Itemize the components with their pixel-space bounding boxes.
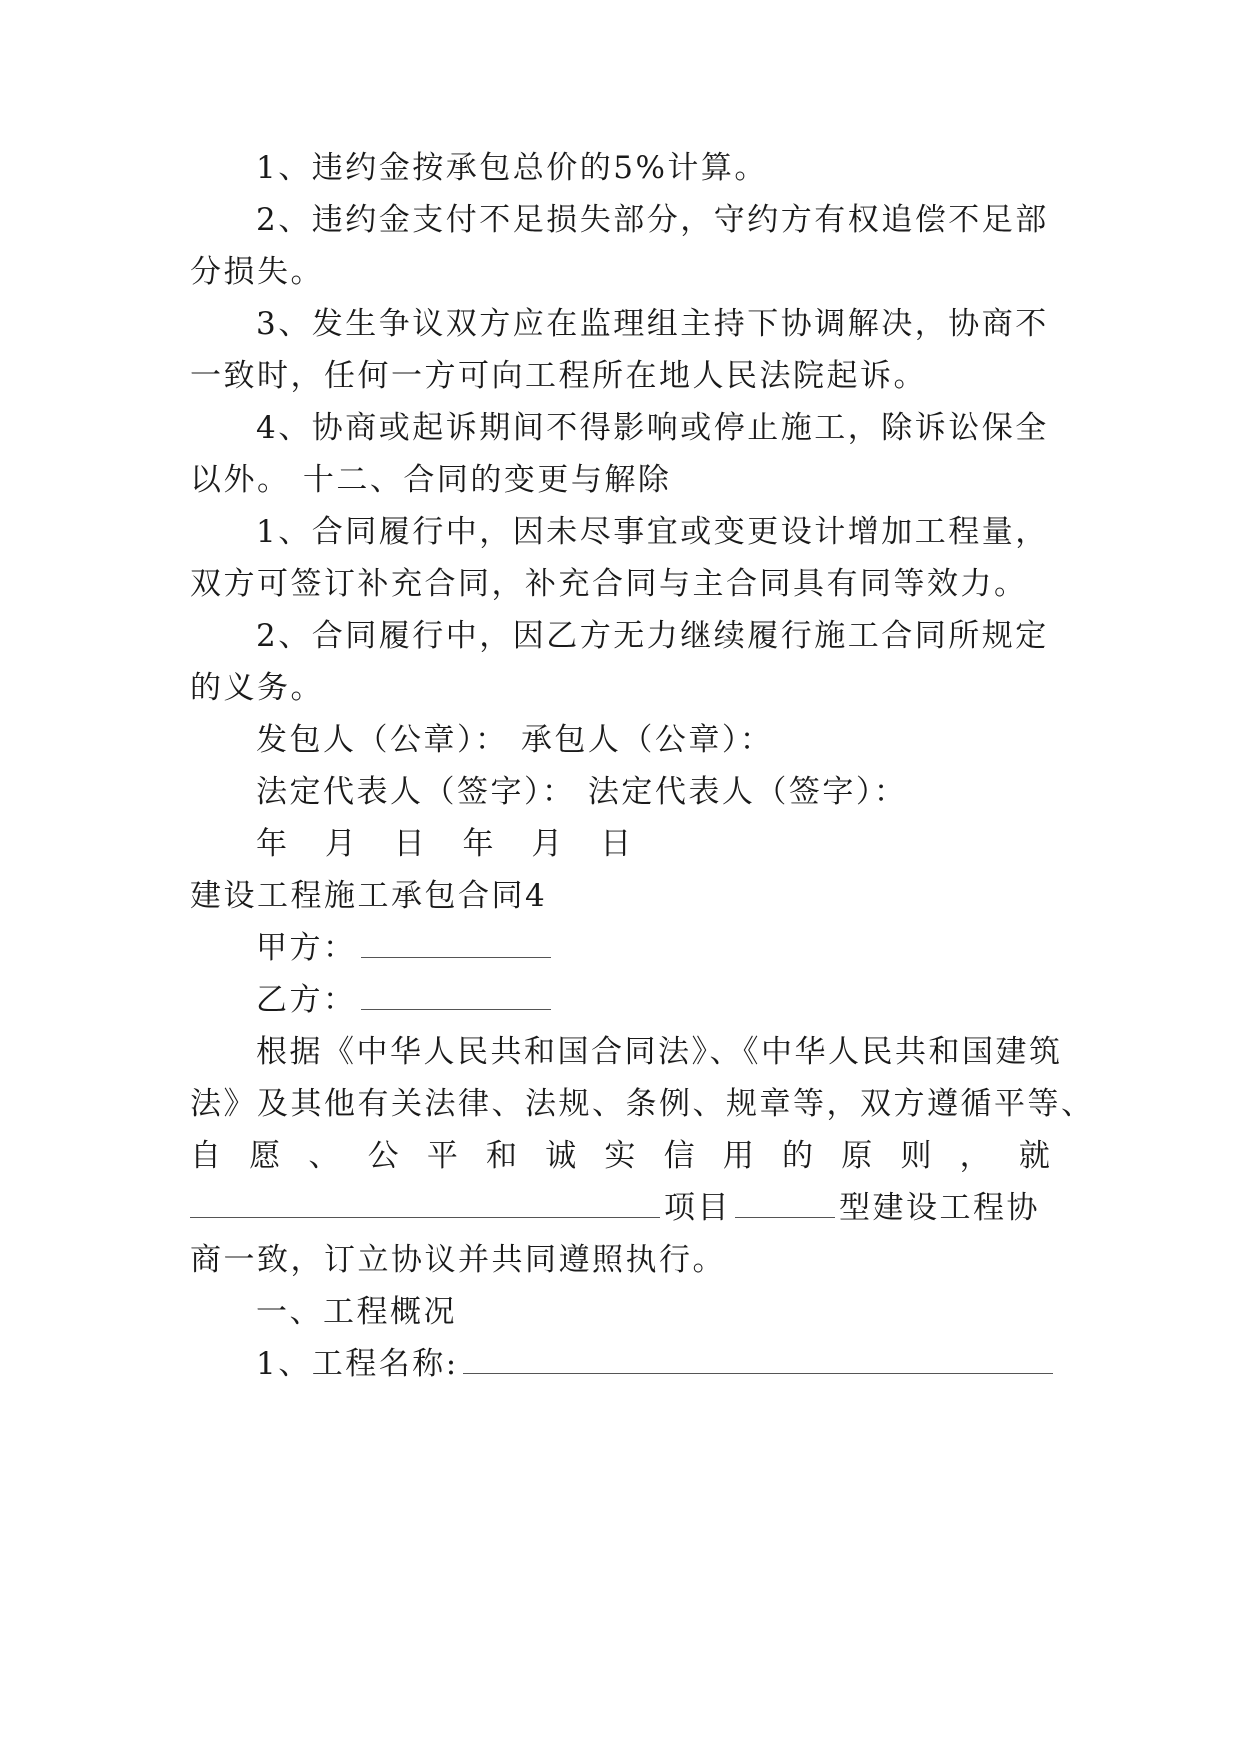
- clause-3-dispute: 3、发生争议双方应在监理组主持下协调解决，协商不: [256, 306, 1049, 342]
- signature-line: 法定代表人（签字）： 法定代表人（签字）：: [256, 774, 908, 810]
- clause-4-construction: 4、协商或起诉期间不得影响或停止施工，除诉讼保全: [256, 410, 1049, 446]
- agreement-line: 商一致，订立协议并共同遵照执行。: [190, 1242, 726, 1278]
- char: 公: [367, 1138, 399, 1174]
- clause-1-penalty: 1、违约金按承包总价的5%计算。: [256, 150, 768, 186]
- char: 愿: [249, 1138, 281, 1174]
- party-b-label: 乙方：: [256, 982, 357, 1018]
- change-clause-2: 2、合同履行中，因乙方无力继续履行施工合同所规定: [256, 618, 1049, 654]
- char: 、: [308, 1138, 340, 1174]
- char: 信: [663, 1138, 695, 1174]
- char: 则: [900, 1138, 932, 1174]
- change-clause-1-cont: 双方可签订补充合同，补充合同与主合同具有同等效力。: [190, 566, 1028, 602]
- project-name-blank[interactable]: [190, 1189, 660, 1218]
- project-line: [190, 1188, 1050, 1228]
- char: 平: [426, 1138, 458, 1174]
- char: 的: [782, 1138, 814, 1174]
- principles-line: [190, 1136, 1050, 1176]
- clause-4-construction-cont: 以外。 十二、合同的变更与解除: [190, 462, 672, 498]
- change-clause-1: 1、合同履行中，因未尽事宜或变更设计增加工程量，: [256, 514, 1049, 550]
- char: 就: [1018, 1138, 1050, 1174]
- party-a-blank[interactable]: [361, 929, 551, 958]
- basis-paragraph: 根据《中华人民共和国合同法》、《中华人民共和国建筑: [256, 1034, 1063, 1070]
- project-label: 项目: [664, 1190, 731, 1226]
- project-type-blank[interactable]: [735, 1189, 835, 1218]
- char: 用: [722, 1138, 754, 1174]
- party-a-label: 甲方：: [256, 930, 357, 966]
- basis-paragraph-cont: 法》及其他有关法律、法规、条例、规章等，双方遵循平等、: [190, 1086, 1095, 1122]
- char: 原: [841, 1138, 873, 1174]
- project-type-label: 型建设工程协: [839, 1190, 1040, 1226]
- contract-title: 建设工程施工承包合同4: [190, 878, 548, 914]
- project-name-field-blank[interactable]: [463, 1345, 1053, 1374]
- clause-3-dispute-cont: 一致时，任何一方可向工程所在地人民法院起诉。: [190, 358, 927, 394]
- char: 和: [486, 1138, 518, 1174]
- section-1-heading: 一、工程概况: [256, 1294, 457, 1330]
- project-name-line: [190, 1344, 1116, 1384]
- char: 实: [604, 1138, 636, 1174]
- party-a-line: [190, 928, 1116, 968]
- seal-line: 发包人（公章）： 承包人（公章）：: [256, 722, 774, 758]
- party-b-line: [190, 980, 1116, 1020]
- char: ，: [959, 1138, 991, 1174]
- change-clause-2-cont: 的义务。: [190, 670, 324, 706]
- date-line: 年 月 日 年 月 日: [256, 826, 646, 862]
- clause-2-penalty-cont: 分损失。: [190, 254, 324, 290]
- char: 自: [190, 1138, 221, 1174]
- char: 诚: [545, 1138, 577, 1174]
- party-b-blank[interactable]: [361, 981, 551, 1010]
- clause-2-penalty: 2、违约金支付不足损失部分，守约方有权追偿不足部: [256, 202, 1049, 238]
- project-name-label: 1、工程名称:: [256, 1346, 459, 1382]
